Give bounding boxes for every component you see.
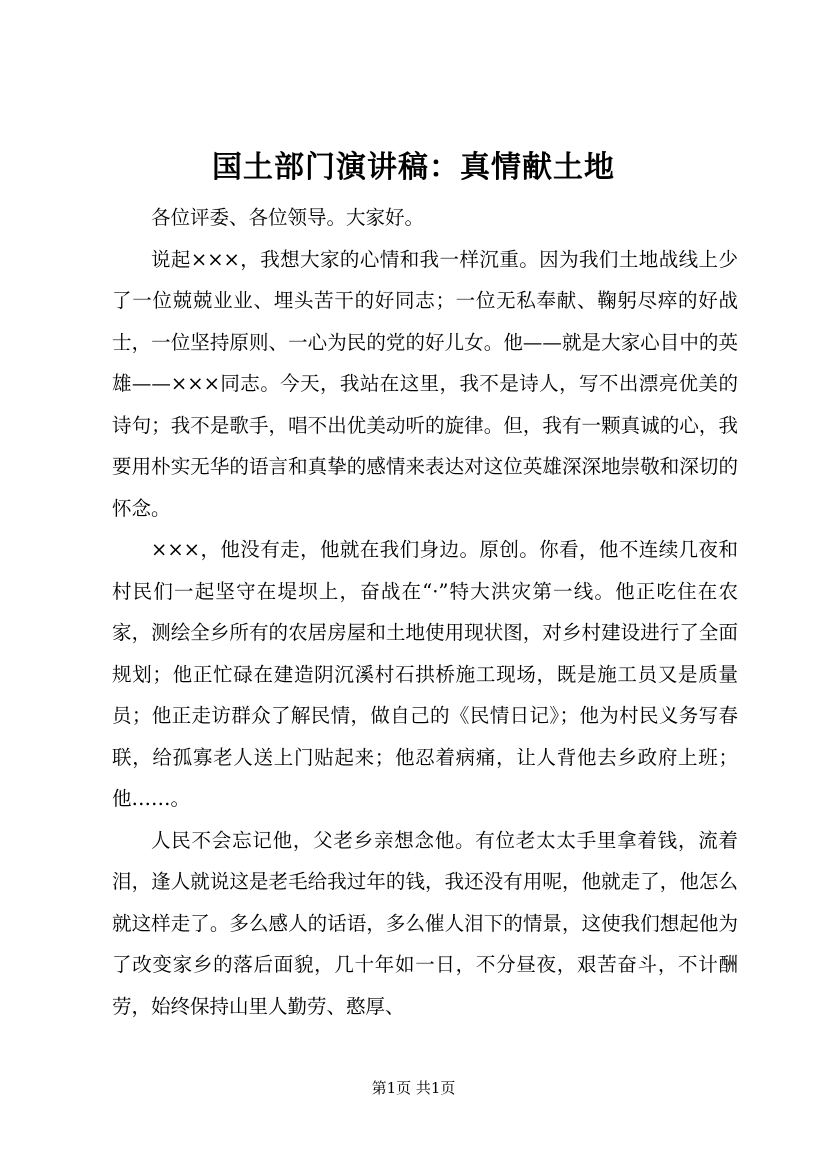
paragraph-deeds: ×××，他没有走，他就在我们身边。原创。你看，他不连续几夜和村民们一起坚守在堤坝上，奋战在“·”特大洪灾第一线。他正吃住在农家，测绘全乡所有的农居房屋和土地使用现状图，对乡村建设进行了全面规划；他正忙碌在建造阴沉溪村石拱桥施工现场，既是施工员又是质量员；他正走访群众了解民情，做自己的《民情日记》；他为村民义务写春联，给孤寡老人送上门贴起来；他忍着病痛，让人背他去乡政府上班；他……。 — [112, 538, 738, 810]
document-body — [112, 197, 738, 1027]
paragraph-intro: 说起×××，我想大家的心情和我一样沉重。因为我们土地战线上少了一位兢兢业业、埋头苦干的好同志；一位无私奉献、鞠躬尽瘁的好战士，一位坚持原则、一心为民的党的好儿女。他——就是大家心目中的英雄——×××同志。今天，我站在这里，我不是诗人，写不出漂亮优美的诗句；我不是歌手，唱不出优美动听的旋律。但，我有一颗真诚的心，我要用朴实无华的语言和真挚的感情来表达对这位英雄深深地崇敬和深切的怀念。 — [112, 247, 738, 520]
paragraph-remembrance: 人民不会忘记他，父老乡亲想念他。有位老太太手里拿着钱，流着泪，逢人就说这是老毛给我过年的钱，我还没有用呢，他就走了，他怎么就这样走了。多么感人的话语，多么催人泪下的情景，这使我们想起他为了改变家乡的落后面貌，几十年如一日，不分昼夜，艰苦奋斗，不计酬劳，始终保持山里人勤劳、憨厚、 — [112, 828, 738, 1018]
page-title: 国土部门演讲稿：真情献土地 — [212, 150, 615, 185]
page-number-footer: 第1页 共1页 — [371, 1079, 456, 1097]
paragraph-greeting: 各位评委、各位领导。大家好。 — [151, 206, 425, 229]
